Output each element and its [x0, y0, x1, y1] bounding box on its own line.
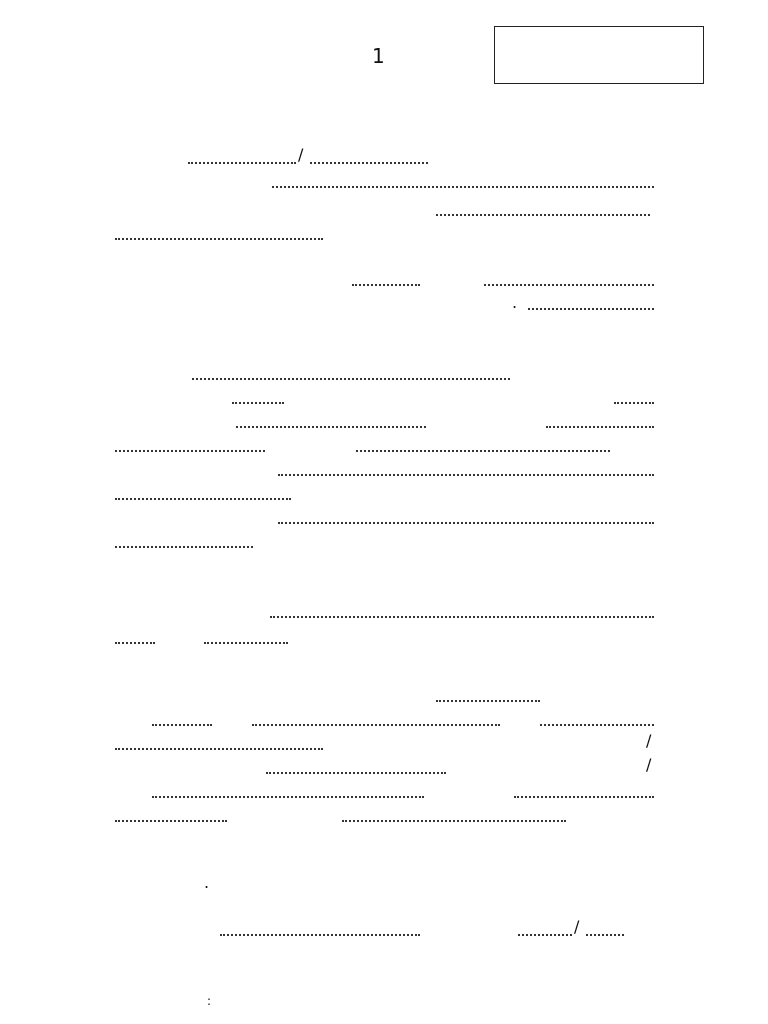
fill-line — [266, 772, 446, 774]
fill-line — [232, 402, 284, 404]
document-title — [283, 96, 487, 118]
fill-line — [236, 426, 426, 428]
page-number: 1 — [372, 44, 385, 68]
fill-line — [540, 724, 654, 726]
fill-line — [436, 214, 650, 216]
option-slash: / — [646, 755, 652, 774]
form-type-box — [494, 26, 704, 84]
fill-line — [436, 700, 540, 702]
fill-line — [278, 522, 654, 524]
fill-line — [204, 642, 288, 644]
fill-line — [115, 546, 253, 548]
fill-line — [220, 934, 420, 936]
fill-line — [484, 284, 654, 286]
fill-line — [546, 426, 654, 428]
fill-line — [614, 402, 654, 404]
fill-line — [352, 284, 420, 286]
date-slash: / — [574, 917, 580, 936]
fill-line — [356, 450, 610, 452]
fill-line — [115, 498, 291, 500]
option-slash: / — [646, 731, 652, 750]
fill-line — [270, 616, 654, 618]
footer-note — [155, 994, 655, 1010]
fill-line — [115, 238, 323, 240]
fill-line — [115, 820, 227, 822]
fill-line — [528, 308, 654, 310]
fill-line — [192, 378, 510, 380]
fill-line — [342, 820, 566, 822]
clause-period: . — [204, 873, 210, 892]
fill-line — [586, 934, 624, 936]
fill-line — [152, 796, 424, 798]
footer-colon: : — [207, 994, 212, 1008]
fill-line — [115, 642, 155, 644]
fill-line — [115, 450, 265, 452]
fill-line — [188, 162, 296, 164]
fill-line — [115, 748, 323, 750]
fill-line — [278, 474, 654, 476]
fill-line — [272, 186, 654, 188]
fill-line — [152, 724, 212, 726]
date-slash: / — [298, 145, 304, 164]
fill-line — [252, 724, 500, 726]
fill-line — [310, 162, 428, 164]
era-period: . — [512, 293, 518, 312]
fill-line — [514, 796, 654, 798]
fill-line — [518, 934, 572, 936]
